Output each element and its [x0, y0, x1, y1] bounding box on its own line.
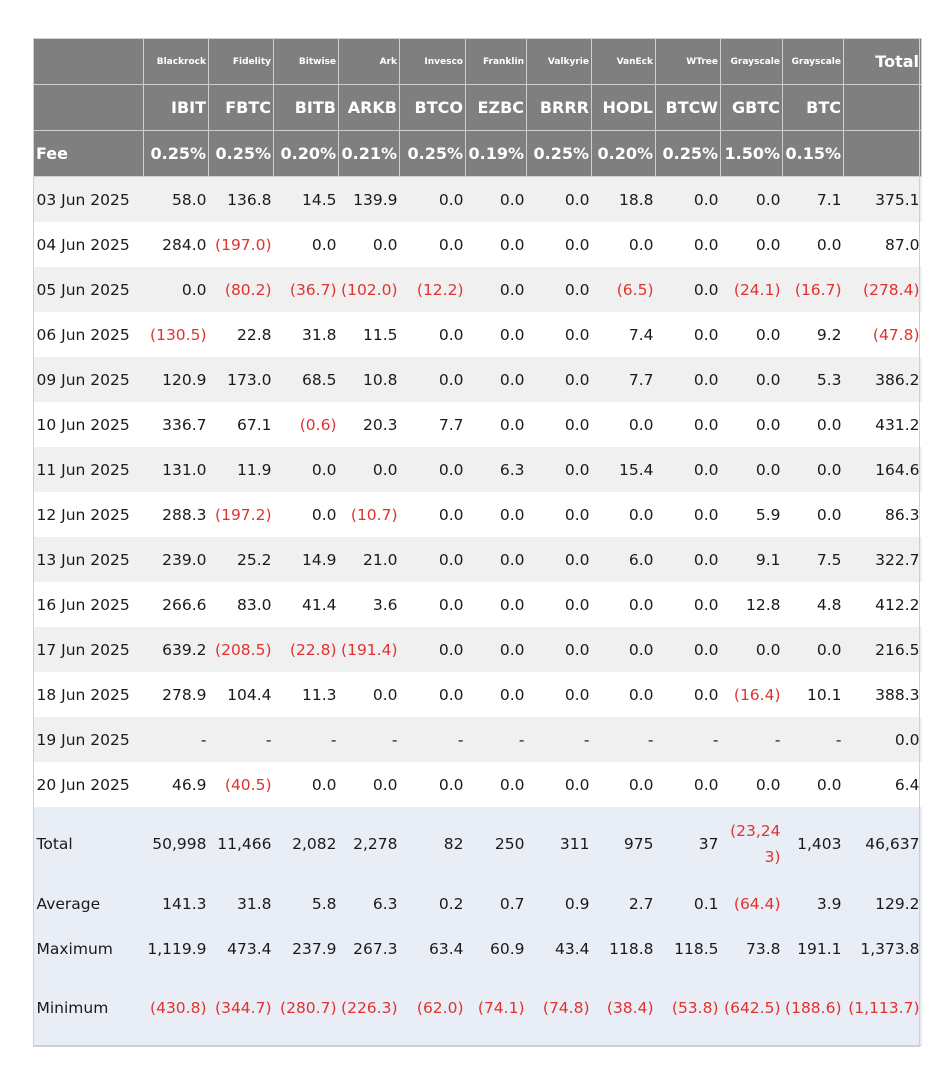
flow-cell: 0.0	[400, 627, 466, 672]
flow-cell: 3.9	[783, 881, 844, 926]
ticker-cell: GBTC	[721, 85, 783, 131]
flow-cell: (16.7)	[783, 267, 844, 312]
table-row	[34, 627, 922, 672]
flow-cell: 0.0	[466, 492, 527, 537]
row-total-cell: 1,373.8	[844, 926, 922, 971]
flow-cell: (24.1)	[721, 267, 783, 312]
row-total-cell: 388.3	[844, 672, 922, 717]
flow-cell: 0.0	[721, 627, 783, 672]
flow-cell: (642.5)	[721, 971, 783, 1046]
table-row	[34, 447, 922, 492]
flow-cell: 975	[592, 807, 656, 881]
flow-cell: 0.0	[721, 447, 783, 492]
fee-header-row	[34, 131, 922, 177]
flow-cell: 0.0	[656, 357, 721, 402]
row-total-cell: 129.2	[844, 881, 922, 926]
flow-cell: 0.0	[527, 402, 592, 447]
flow-cell: 3.6	[339, 582, 400, 627]
flow-cell: 0.0	[527, 222, 592, 267]
flow-cell: 473.4	[209, 926, 274, 971]
flow-cell: 4.8	[783, 582, 844, 627]
ticker-total-cell	[844, 85, 922, 131]
flow-cell: 0.0	[527, 537, 592, 582]
table-row	[34, 537, 922, 582]
flow-cell: 0.0	[400, 447, 466, 492]
flow-cell: 22.8	[209, 312, 274, 357]
flow-cell: -	[592, 717, 656, 762]
flow-cell: -	[656, 717, 721, 762]
fee-cell: 0.25%	[209, 131, 274, 177]
date-cell: 06 Jun 2025	[34, 312, 144, 357]
flow-cell: 6.3	[466, 447, 527, 492]
flow-cell: -	[527, 717, 592, 762]
flow-cell: 0.2	[400, 881, 466, 926]
flow-cell: 0.0	[466, 357, 527, 402]
ticker-header-row	[34, 85, 922, 131]
fee-cell: 0.21%	[339, 131, 400, 177]
flow-cell: (6.5)	[592, 267, 656, 312]
total-column-header: Total	[844, 39, 922, 85]
flow-cell: 0.0	[592, 222, 656, 267]
flow-cell: (130.5)	[144, 312, 209, 357]
flow-cell: 82	[400, 807, 466, 881]
flow-cell: -	[466, 717, 527, 762]
date-cell: 03 Jun 2025	[34, 177, 144, 223]
table-header	[34, 39, 922, 177]
flow-cell: 173.0	[209, 357, 274, 402]
summary-row	[34, 807, 922, 881]
flow-cell: 237.9	[274, 926, 339, 971]
flow-cell: (344.7)	[209, 971, 274, 1046]
ticker-cell: IBIT	[144, 85, 209, 131]
flow-cell: 0.0	[339, 762, 400, 807]
flow-cell: 9.2	[783, 312, 844, 357]
flow-cell: (62.0)	[400, 971, 466, 1046]
flow-cell: 0.0	[783, 627, 844, 672]
flow-cell: 11,466	[209, 807, 274, 881]
flow-cell: 5.3	[783, 357, 844, 402]
table-row	[34, 267, 922, 312]
date-cell: 10 Jun 2025	[34, 402, 144, 447]
flow-cell: 43.4	[527, 926, 592, 971]
flow-cell: 20.3	[339, 402, 400, 447]
flow-cell: 0.0	[466, 672, 527, 717]
issuer-cell: Blackrock	[144, 39, 209, 85]
row-total-cell: 375.1	[844, 177, 922, 223]
flow-cell: -	[144, 717, 209, 762]
flow-cell: (80.2)	[209, 267, 274, 312]
summary-row	[34, 881, 922, 926]
flow-cell: -	[339, 717, 400, 762]
flow-cell: 0.0	[466, 762, 527, 807]
flow-cell: 50,998	[144, 807, 209, 881]
flow-cell: 284.0	[144, 222, 209, 267]
row-total-cell: 0.0	[844, 717, 922, 762]
flow-cell: 0.0	[527, 762, 592, 807]
flow-cell: 0.0	[274, 762, 339, 807]
flow-cell: 0.0	[466, 312, 527, 357]
date-cell: 11 Jun 2025	[34, 447, 144, 492]
flow-cell: 58.0	[144, 177, 209, 223]
flow-cell: 0.0	[339, 447, 400, 492]
flow-cell: 139.9	[339, 177, 400, 223]
flow-cell: 83.0	[209, 582, 274, 627]
flow-cell: 10.1	[783, 672, 844, 717]
fee-cell: 1.50%	[721, 131, 783, 177]
flow-cell: 68.5	[274, 357, 339, 402]
table-row	[34, 312, 922, 357]
flow-cell: 0.0	[144, 267, 209, 312]
fee-cell: 0.25%	[400, 131, 466, 177]
flow-cell: (0.6)	[274, 402, 339, 447]
flow-cell: 0.0	[721, 177, 783, 223]
flow-cell: 0.0	[527, 672, 592, 717]
row-total-cell: 431.2	[844, 402, 922, 447]
issuer-cell: Ark	[339, 39, 400, 85]
flow-cell: -	[274, 717, 339, 762]
ticker-cell: EZBC	[466, 85, 527, 131]
flow-cell: 0.0	[656, 762, 721, 807]
ticker-cell: BTCO	[400, 85, 466, 131]
date-cell: 12 Jun 2025	[34, 492, 144, 537]
flow-cell: 0.0	[656, 177, 721, 223]
issuer-cell: VanEck	[592, 39, 656, 85]
table-row	[34, 402, 922, 447]
flow-cell: -	[721, 717, 783, 762]
date-cell: 18 Jun 2025	[34, 672, 144, 717]
flow-cell: 0.0	[527, 582, 592, 627]
summary-row	[34, 971, 922, 1046]
flow-cell: 7.1	[783, 177, 844, 223]
flow-cell: 2,082	[274, 807, 339, 881]
flow-cell: 1,119.9	[144, 926, 209, 971]
flow-cell: 311	[527, 807, 592, 881]
flow-cell: 0.0	[527, 267, 592, 312]
table-row	[34, 492, 922, 537]
flow-cell: (40.5)	[209, 762, 274, 807]
fee-cell: 0.15%	[783, 131, 844, 177]
flow-cell: 11.5	[339, 312, 400, 357]
flow-cell: 63.4	[400, 926, 466, 971]
flow-cell: 7.7	[592, 357, 656, 402]
flow-cell: 0.1	[656, 881, 721, 926]
flow-cell: 0.0	[592, 627, 656, 672]
table-row	[34, 177, 922, 223]
flow-cell: (12.2)	[400, 267, 466, 312]
flow-cell: 0.0	[527, 492, 592, 537]
flow-cell: 266.6	[144, 582, 209, 627]
flow-cell: (23,243)	[721, 807, 783, 881]
row-total-cell: (47.8)	[844, 312, 922, 357]
flow-cell: 0.0	[400, 357, 466, 402]
flow-cell: 0.0	[466, 537, 527, 582]
ticker-cell: BITB	[274, 85, 339, 131]
row-total-cell: (1,113.7)	[844, 971, 922, 1046]
fee-cell: 0.19%	[466, 131, 527, 177]
flow-cell: 11.3	[274, 672, 339, 717]
flow-cell: 15.4	[592, 447, 656, 492]
fee-cell: 0.25%	[144, 131, 209, 177]
flow-cell: 0.0	[400, 222, 466, 267]
ticker-cell: FBTC	[209, 85, 274, 131]
summary-rows	[34, 807, 922, 1046]
date-cell: 13 Jun 2025	[34, 537, 144, 582]
flow-cell: (74.1)	[466, 971, 527, 1046]
flow-cell: 0.0	[400, 177, 466, 223]
flow-cell: 0.0	[656, 492, 721, 537]
row-total-cell: 86.3	[844, 492, 922, 537]
flow-cell: 7.7	[400, 402, 466, 447]
flow-cell: 288.3	[144, 492, 209, 537]
flow-cell: (102.0)	[339, 267, 400, 312]
flow-cell: 267.3	[339, 926, 400, 971]
fee-cell: 0.20%	[592, 131, 656, 177]
flow-cell: 0.0	[783, 402, 844, 447]
issuer-cell: WTree	[656, 39, 721, 85]
flow-cell: 0.0	[400, 312, 466, 357]
summary-label: Total	[34, 807, 144, 881]
flow-cell: 10.8	[339, 357, 400, 402]
flow-cell: 0.0	[656, 672, 721, 717]
flow-cell: 60.9	[466, 926, 527, 971]
flow-cell: 11.9	[209, 447, 274, 492]
flow-cell: 141.3	[144, 881, 209, 926]
flow-cell: (226.3)	[339, 971, 400, 1046]
flow-cell: 0.0	[783, 492, 844, 537]
fee-label: Fee	[34, 131, 144, 177]
flow-cell: 0.9	[527, 881, 592, 926]
flow-cell: 0.0	[527, 312, 592, 357]
row-total-cell: 386.2	[844, 357, 922, 402]
date-cell: 17 Jun 2025	[34, 627, 144, 672]
row-total-cell: 412.2	[844, 582, 922, 627]
issuer-cell: Invesco	[400, 39, 466, 85]
flow-cell: 0.0	[656, 627, 721, 672]
flow-cell: 31.8	[274, 312, 339, 357]
flow-cell: 0.0	[592, 492, 656, 537]
flow-cell: (197.0)	[209, 222, 274, 267]
flow-cell: 21.0	[339, 537, 400, 582]
flow-cell: 0.7	[466, 881, 527, 926]
date-cell: 19 Jun 2025	[34, 717, 144, 762]
flow-cell: 46.9	[144, 762, 209, 807]
flow-cell: 0.0	[783, 447, 844, 492]
flow-cell: 31.8	[209, 881, 274, 926]
etf-flows-table	[33, 38, 922, 1046]
flow-cell: 0.0	[274, 492, 339, 537]
flow-cell: 0.0	[592, 762, 656, 807]
flow-cell: 0.0	[400, 762, 466, 807]
flow-cell: (280.7)	[274, 971, 339, 1046]
date-cell: 09 Jun 2025	[34, 357, 144, 402]
ticker-cell: BRRR	[527, 85, 592, 131]
flow-cell: 25.2	[209, 537, 274, 582]
summary-label: Maximum	[34, 926, 144, 971]
flow-cell: 2.7	[592, 881, 656, 926]
row-total-cell: (278.4)	[844, 267, 922, 312]
flow-cell: 0.0	[274, 447, 339, 492]
flow-cell: 0.0	[400, 537, 466, 582]
flow-cell: 239.0	[144, 537, 209, 582]
flow-cell: 0.0	[656, 537, 721, 582]
flow-cell: 0.0	[721, 222, 783, 267]
flow-cell: 120.9	[144, 357, 209, 402]
flow-cell: 0.0	[527, 447, 592, 492]
flow-cell: (10.7)	[339, 492, 400, 537]
flow-cell: 136.8	[209, 177, 274, 223]
table-row	[34, 717, 922, 762]
flow-cell: 0.0	[466, 267, 527, 312]
summary-label: Minimum	[34, 971, 144, 1046]
table-row	[34, 582, 922, 627]
flow-cell: 0.0	[656, 222, 721, 267]
flow-cell: 5.8	[274, 881, 339, 926]
daily-flows-body	[34, 177, 922, 808]
flow-cell: 0.0	[721, 357, 783, 402]
flow-cell: (53.8)	[656, 971, 721, 1046]
flow-cell: 0.0	[592, 582, 656, 627]
flow-cell: 0.0	[339, 222, 400, 267]
flow-cell: 0.0	[656, 312, 721, 357]
row-total-cell: 164.6	[844, 447, 922, 492]
flow-cell: 118.5	[656, 926, 721, 971]
flow-cell: 0.0	[466, 627, 527, 672]
flow-cell: 7.4	[592, 312, 656, 357]
flow-cell: 118.8	[592, 926, 656, 971]
table-row	[34, 357, 922, 402]
flow-cell: 37	[656, 807, 721, 881]
flow-cell: 250	[466, 807, 527, 881]
flow-cell: 0.0	[466, 582, 527, 627]
flow-cell: 0.0	[721, 312, 783, 357]
flow-cell: (64.4)	[721, 881, 783, 926]
date-cell: 04 Jun 2025	[34, 222, 144, 267]
flow-cell: 14.9	[274, 537, 339, 582]
flow-cell: 67.1	[209, 402, 274, 447]
flow-cell: 0.0	[400, 492, 466, 537]
flow-cell: 639.2	[144, 627, 209, 672]
flow-cell: 0.0	[274, 222, 339, 267]
summary-row	[34, 926, 922, 971]
flow-cell: 336.7	[144, 402, 209, 447]
issuer-cell: Grayscale	[783, 39, 844, 85]
flow-cell: -	[783, 717, 844, 762]
flow-cell: 0.0	[527, 177, 592, 223]
row-total-cell: 46,637	[844, 807, 922, 881]
flow-cell: 0.0	[656, 402, 721, 447]
flow-cell: 0.0	[592, 402, 656, 447]
issuer-cell: Franklin	[466, 39, 527, 85]
flow-cell: 0.0	[339, 672, 400, 717]
flow-cell: (22.8)	[274, 627, 339, 672]
flow-cell: 0.0	[592, 672, 656, 717]
flow-cell: 0.0	[783, 762, 844, 807]
flow-cell: 0.0	[527, 357, 592, 402]
corner-cell	[34, 39, 144, 85]
flow-cell: 9.1	[721, 537, 783, 582]
flow-cell: 278.9	[144, 672, 209, 717]
flow-cell: 0.0	[656, 582, 721, 627]
fee-cell: 0.20%	[274, 131, 339, 177]
table-row	[34, 762, 922, 807]
fee-cell: 0.25%	[656, 131, 721, 177]
flow-cell: (430.8)	[144, 971, 209, 1046]
flow-cell: (208.5)	[209, 627, 274, 672]
date-cell: 05 Jun 2025	[34, 267, 144, 312]
date-cell: 20 Jun 2025	[34, 762, 144, 807]
row-total-cell: 216.5	[844, 627, 922, 672]
flow-cell: 18.8	[592, 177, 656, 223]
flow-cell: (38.4)	[592, 971, 656, 1046]
summary-label: Average	[34, 881, 144, 926]
flow-cell: 5.9	[721, 492, 783, 537]
flow-cell: 6.0	[592, 537, 656, 582]
flow-cell: (36.7)	[274, 267, 339, 312]
flow-cell: 12.8	[721, 582, 783, 627]
flow-cell: 104.4	[209, 672, 274, 717]
flow-cell: 191.1	[783, 926, 844, 971]
ticker-cell: HODL	[592, 85, 656, 131]
flow-cell: 73.8	[721, 926, 783, 971]
ticker-cell: BTC	[783, 85, 844, 131]
flow-cell: (188.6)	[783, 971, 844, 1046]
flow-cell: (74.8)	[527, 971, 592, 1046]
row-total-cell: 6.4	[844, 762, 922, 807]
flow-cell: 0.0	[466, 177, 527, 223]
flow-cell: -	[209, 717, 274, 762]
flow-cell: 0.0	[721, 762, 783, 807]
ticker-corner-cell	[34, 85, 144, 131]
flow-cell: 6.3	[339, 881, 400, 926]
flow-cell: 0.0	[656, 447, 721, 492]
table-row	[34, 222, 922, 267]
fee-cell: 0.25%	[527, 131, 592, 177]
flow-cell: 0.0	[527, 627, 592, 672]
flow-cell: (197.2)	[209, 492, 274, 537]
flow-cell: (16.4)	[721, 672, 783, 717]
flow-cell: 0.0	[783, 222, 844, 267]
table-row	[34, 672, 922, 717]
flow-cell: 0.0	[466, 222, 527, 267]
fee-total-cell	[844, 131, 922, 177]
date-cell: 16 Jun 2025	[34, 582, 144, 627]
flow-cell: 131.0	[144, 447, 209, 492]
issuer-header-row	[34, 39, 922, 85]
row-total-cell: 322.7	[844, 537, 922, 582]
flow-cell: 0.0	[721, 402, 783, 447]
issuer-cell: Grayscale	[721, 39, 783, 85]
flow-cell: (191.4)	[339, 627, 400, 672]
flow-cell: 0.0	[466, 402, 527, 447]
flow-cell: 2,278	[339, 807, 400, 881]
issuer-cell: Bitwise	[274, 39, 339, 85]
flow-cell: -	[400, 717, 466, 762]
flow-cell: 0.0	[400, 582, 466, 627]
row-total-cell: 87.0	[844, 222, 922, 267]
flow-cell: 14.5	[274, 177, 339, 223]
ticker-cell: ARKB	[339, 85, 400, 131]
issuer-cell: Fidelity	[209, 39, 274, 85]
flow-cell: 7.5	[783, 537, 844, 582]
flow-cell: 0.0	[400, 672, 466, 717]
flow-cell: 1,403	[783, 807, 844, 881]
flow-cell: 0.0	[656, 267, 721, 312]
flow-cell: 41.4	[274, 582, 339, 627]
ticker-cell: BTCW	[656, 85, 721, 131]
issuer-cell: Valkyrie	[527, 39, 592, 85]
